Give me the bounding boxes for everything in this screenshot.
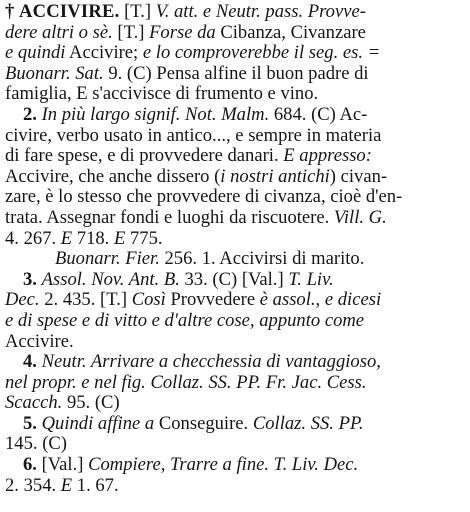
text-run: [Val.] xyxy=(36,455,89,476)
text-run: Conseguire. xyxy=(154,413,253,434)
text-run: 2. 435. [T.] xyxy=(39,290,132,311)
text-run: 256. 1. Accivirsi di marito. xyxy=(159,249,365,270)
text-line xyxy=(5,126,465,147)
text-line xyxy=(5,84,465,105)
text-run: Scacch. xyxy=(5,393,63,414)
text-line xyxy=(5,393,465,414)
text-run: zare, è lo stesso che provvedere di civanza, cioè d'en- xyxy=(5,187,403,208)
text-run: 3. xyxy=(23,269,37,290)
text-run: † xyxy=(5,2,19,22)
text-line xyxy=(5,373,465,394)
text-run: è assol., e dicesi xyxy=(259,290,382,311)
text-run: Buonarr. Sat. xyxy=(5,63,104,84)
text-run: nel propr. e nel fig. Collaz. SS. PP. Fr. Jac. Cess. xyxy=(5,372,367,393)
text-run: dere altri o sè. xyxy=(5,22,113,43)
text-line xyxy=(5,311,465,332)
text-run: V. att. e Neutr. pass. Provve- xyxy=(155,2,366,22)
text-run: Accivire; xyxy=(65,43,143,64)
text-run: Provvedere xyxy=(165,290,260,311)
text-run: Vill. G. xyxy=(333,207,387,228)
text-run: 1. 67. xyxy=(72,475,119,496)
text-line xyxy=(5,414,465,435)
text-run: civire, verbo usato in antico..., e sempre in materia xyxy=(5,125,382,146)
text-run: e quindi xyxy=(5,43,66,64)
text-line xyxy=(5,43,465,64)
text-run: 95. (C) xyxy=(62,393,120,414)
text-run: 775. xyxy=(125,228,163,249)
text-run: E appresso: xyxy=(283,146,372,167)
text-line xyxy=(5,105,465,126)
text-line xyxy=(5,290,465,311)
text-run: 6. xyxy=(23,455,37,476)
text-line xyxy=(5,2,465,23)
text-run: 4. 267. xyxy=(5,228,61,249)
text-run: T. Liv. xyxy=(288,269,334,290)
text-line xyxy=(5,23,465,44)
text-line xyxy=(5,270,465,291)
text-run: 33. (C) [Val.] xyxy=(179,269,289,290)
text-run: In più largo signif. Not. Malm. xyxy=(41,104,270,125)
text-run: Accivire. xyxy=(5,331,74,352)
text-run: Accivire, che anche dissero ( xyxy=(5,166,221,187)
text-run: Buonarr. Fier. xyxy=(55,249,160,270)
text-run: i nostri antichi xyxy=(220,166,330,187)
text-line xyxy=(5,229,465,250)
text-run: 9. (C) Pensa alfine il buon padre di xyxy=(103,63,369,84)
text-line xyxy=(5,146,465,167)
text-run: e di spese e di vitto e d'altre cose, appunto come xyxy=(5,310,365,331)
text-run: ) civan- xyxy=(329,166,388,187)
text-run: trata. Assegnar fondi e luoghi da riscuotere. xyxy=(5,207,334,228)
text-line xyxy=(5,476,465,497)
headword: ACCIVIRE. xyxy=(18,2,120,22)
text-run: famiglia, E s'accivisce di frumento e vino. xyxy=(5,84,319,105)
text-line xyxy=(5,352,465,373)
text-run: 2. xyxy=(23,104,37,125)
text-run: Cibanza, Civanzare xyxy=(215,22,366,43)
text-run: Collaz. SS. PP. xyxy=(252,413,364,434)
text-run: 4. xyxy=(23,352,37,373)
text-run: E xyxy=(60,475,73,496)
text-line xyxy=(5,167,465,188)
text-line xyxy=(5,64,465,85)
text-run: E xyxy=(113,228,126,249)
text-run: 2. 354. xyxy=(5,475,61,496)
text-run: Forse da xyxy=(149,22,216,43)
text-line xyxy=(5,332,465,353)
text-run: Quindi affine a xyxy=(41,413,155,434)
text-run: Così xyxy=(131,290,166,311)
text-run: E xyxy=(60,228,73,249)
text-line xyxy=(5,434,465,455)
text-run: Dec. xyxy=(5,290,40,311)
text-run: 145. (C) xyxy=(5,434,67,455)
text-run: e lo comproverebbe il seg. es. = xyxy=(142,43,381,64)
text-line xyxy=(5,249,465,270)
text-run: Compiere, Trarre a fine. T. Liv. Dec. xyxy=(88,455,359,476)
text-line xyxy=(5,455,465,476)
text-line xyxy=(5,187,465,208)
text-run: Assol. Nov. Ant. B. xyxy=(41,269,180,290)
text-run: di fare spese, e di provvedere danari. xyxy=(5,146,284,167)
text-run: 5. xyxy=(23,413,37,434)
text-run: [T.] xyxy=(119,2,156,22)
text-line xyxy=(5,208,465,229)
text-run: 718. xyxy=(72,228,114,249)
text-run: Neutr. Arrivare a checchessia di vantaggioso, xyxy=(41,352,381,373)
text-run: 684. (C) Ac- xyxy=(269,104,368,125)
text-run: [T.] xyxy=(112,22,150,43)
